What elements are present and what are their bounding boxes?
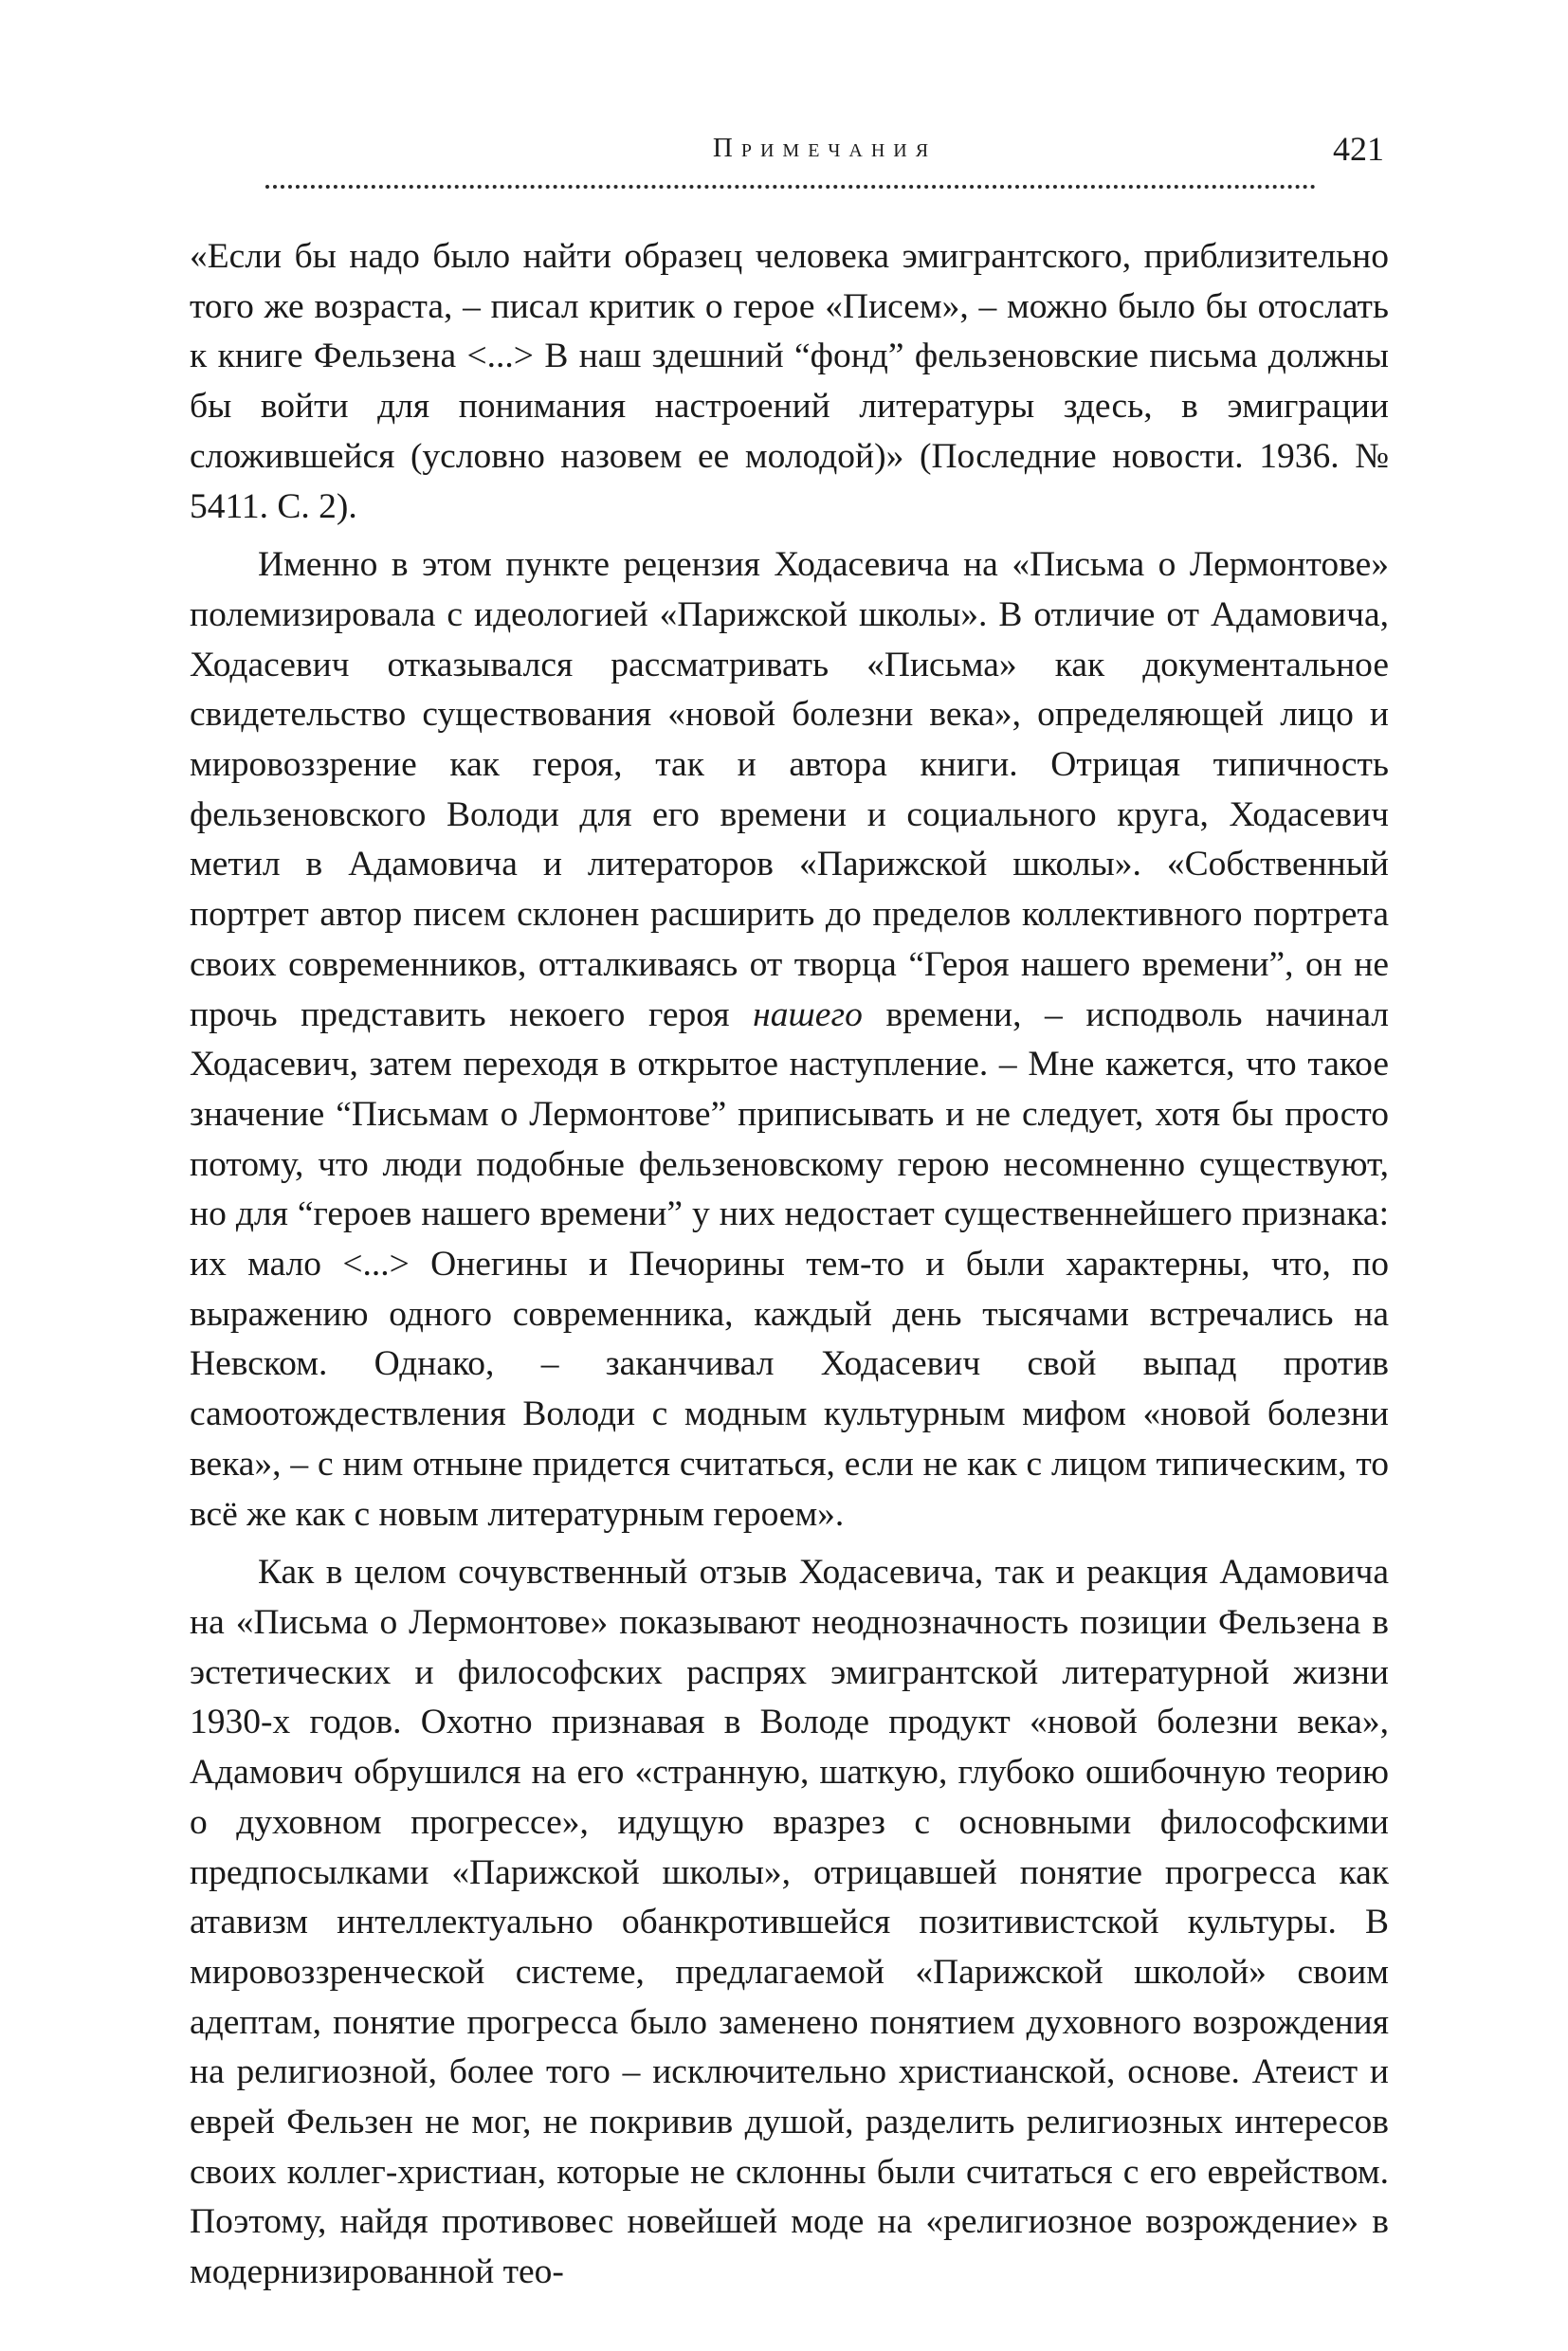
paragraph-1: «Если бы надо было найти образец человека эмигрантского, приблизительно того же возраста, – писал критик о герое «Писем», – можно было бы отослать к книге Фельзена <...> В наш здешний “фонд” фельзеновские письма должны бы войти для понимания настроений литературы здесь, в эмиграции сложившейся (условно назовем ее молодой)» (Последние новости. 1936. № 5411. С. 2). [190, 237, 1389, 526]
running-header [265, 129, 1384, 176]
paragraph-2-part-b: времени, – исподволь начинал Ходасевич, затем переходя в открытое наступление. – Мне кажется, что такое значение “Письмам о Лермонтове” приписывать и не следует, хотя бы просто потому, что люди подобные фельзеновскому герою несомненно существуют, но для “героев нашего времени” у них недостает существеннейшего признака: их мало <...> Онегины и Печорины тем-то и были характерны, что, по выражению одного современника, каждый день тысячами встречались на Невском. Однако, – заканчивал Ходасевич свой выпад против самоотождествления Володи с модным культурным мифом «новой болезни века», – с ним отныне придется считаться, если не как с лицом типическим, то всё же как с новым литературным героем». [190, 994, 1389, 1534]
body-text [190, 232, 1389, 2298]
italic-emphasis: нашего [753, 994, 863, 1034]
running-title: Примечания [712, 133, 938, 163]
header-dotted-rule [265, 185, 1316, 189]
paragraph-3: Как в целом сочувственный отзыв Ходасевича, так и реакция Адамовича на «Письма о Лермонтове» показывают неоднозначность позиции Фельзена в эстетических и философских распрях эмигрантской литературной жизни 1930-х годов. Охотно признавая в Володе продукт «новой болезни века», Адамович обрушился на его «странную, шаткую, глубоко ошибочную теорию о духовном прогрессе», идущую вразрез с основными философскими предпосылками «Парижской школы», отрицавшей понятие прогресса как атавизм интеллектуально обанкротившейся позитивистской культуры. В мировоззренческой системе, предлагаемой «Парижской школой» своим адептам, понятие прогресса было заменено понятием духовного возрождения на религиозной, более того – исключительно христианской, основе. Атеист и еврей Фельзен не мог, не покривив душой, разделить религиозных интересов своих коллег-христиан, которые не склонны были считаться с его еврейством. Поэтому, найдя противовес новейшей моде на «религиозное возрождение» в модернизированной тео- [190, 1553, 1389, 2292]
page-number: 421 [1333, 130, 1384, 168]
paragraph-2-part-a: Именно в этом пункте рецензия Ходасевича на «Письма о Лермонтове» полемизировала с идеологией «Парижской школы». В отличие от Адамовича, Ходасевич отказывался рассматривать «Письма» как документальное свидетельство существования «новой болезни века», определяющей лицо и мировоззрение как героя, так и автора книги. Отрицая типичность фельзеновского Володи для его времени и социального круга, Ходасевич метил в Адамовича и литераторов «Парижской школы». «Собственный портрет автор писем склонен расширить до пределов коллективного портрета своих современников, отталкиваясь от творца “Героя нашего времени”, он не прочь представить некоего героя [190, 545, 1389, 1034]
paragraph-2 [190, 540, 1389, 1540]
